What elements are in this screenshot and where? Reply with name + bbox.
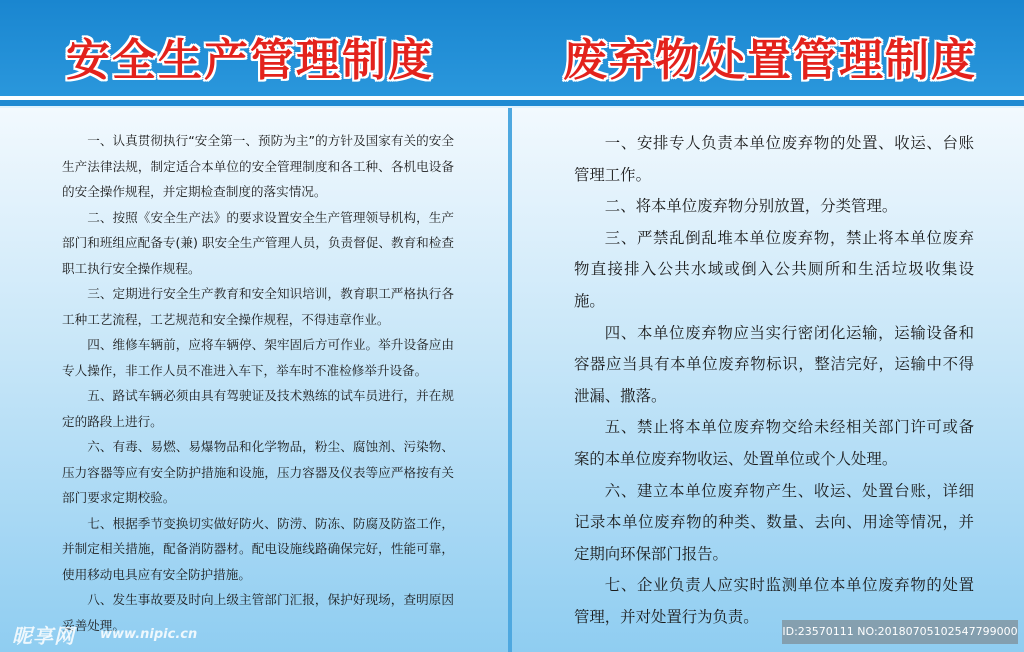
left-panel <box>0 108 508 652</box>
right-paragraph: 六、建立本单位废弃物产生、收运、处置台账，详细记录本单位废弃物的种类、数量、去向、用途等情况，并定期向环保部门报告。 <box>574 481 974 563</box>
right-paragraph: 七、企业负责人应实时监测单位本单位废弃物的处置管理，并对处置行为负责。 <box>574 576 974 626</box>
right-paragraph: 二、将本单位废弃物分别放置，分类管理。 <box>604 197 898 216</box>
left-title: 安全生产管理制度 <box>66 35 434 86</box>
right-paragraph: 五、禁止将本单位废弃物交给未经相关部门许可或备案的本单位废弃物收运、处置单位或个人处理。 <box>574 418 974 468</box>
left-paragraph: 二、按照《安全生产法》的要求设置安全生产管理领导机构，生产部门和班组应配备专(兼) 职安全生产管理人员，负责督促、教育和检查职工执行安全操作规程。 <box>62 209 454 276</box>
left-paragraph: 六、有毒、易燃、易爆物品和化学物品，粉尘、腐蚀剂、污染物、压力容器等应有安全防护措施和设施，压力容器及仪表等应严格按有关部门要求定期校验。 <box>62 439 454 505</box>
right-paragraph: 一、安排专人负责本单位废弃物的处置、收运、台账管理工作。 <box>574 134 974 184</box>
left-paragraph: 四、维修车辆前，应将车辆停、架牢固后方可作业。举升设备应由专人操作，非工作人员不准进入车下，举车时不准检修举升设备。 <box>62 337 454 378</box>
watermark-url: www.nipic.cn <box>100 627 198 642</box>
left-paragraph: 三、定期进行安全生产教育和安全知识培训，教育职工严格执行各工种工艺流程，工艺规范和安全操作规程，不得违章作业。 <box>62 286 454 327</box>
right-title: 废弃物处置管理制度 <box>563 35 977 86</box>
right-content <box>574 128 974 634</box>
right-paragraph: 三、严禁乱倒乱堆本单位废弃物，禁止将本单位废弃物直接排入公共水域或倒入公共厕所和生活垃圾收集设施。 <box>574 228 974 310</box>
left-paragraph: 一、认真贯彻执行“安全第一、预防为主”的方针及国家有关的安全生产法律法规，制定适合本单位的安全管理制度和各工种、各机电设备的安全操作规程，并定期检查制度的落实情况。 <box>62 133 454 199</box>
right-panel <box>512 108 1024 652</box>
left-content <box>62 128 454 638</box>
left-paragraph: 五、路试车辆必须由具有驾驶证及技术熟练的试车员进行，并在规定的路段上进行。 <box>62 388 454 429</box>
left-paragraph: 八、发生事故要及时向上级主管部门汇报，保护好现场，查明原因妥善处理。 <box>62 592 454 633</box>
left-paragraph: 七、根据季节变换切实做好防火、防涝、防冻、防腐及防盗工作，并制定相关措施，配备消防器材。配电设施线路确保完好，性能可靠，使用移动电具应有安全防护措施。 <box>62 515 454 582</box>
right-paragraph: 四、本单位废弃物应当实行密闭化运输，运输设备和容器应当具有本单位废弃物标识，整洁完好，运输中不得泄漏、撒落。 <box>574 323 974 405</box>
image-id-label: ID:23570111 NO:20180705102547799000 <box>782 620 1018 644</box>
watermark-logo: 昵享网 <box>12 624 75 648</box>
